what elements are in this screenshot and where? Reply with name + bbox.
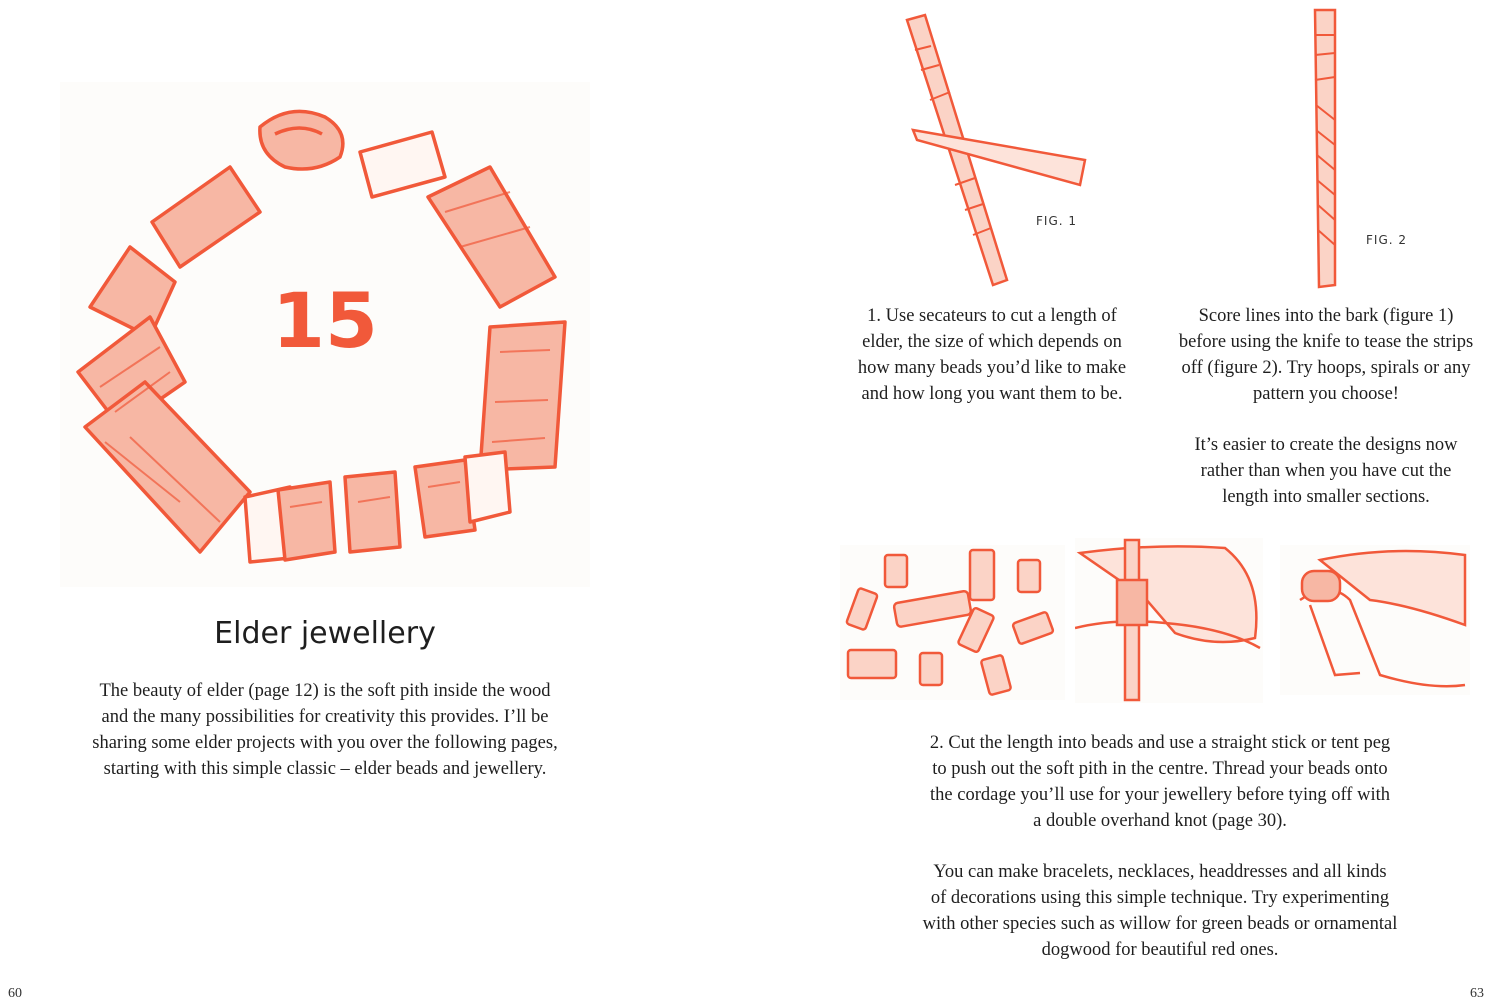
step2-text	[885, 730, 1435, 834]
step1-note2	[1160, 432, 1492, 510]
step2-line: the cordage you’ll use for your jewellery before tying off with	[930, 785, 1390, 805]
page-number-right: 63	[1470, 986, 1484, 1001]
step2-line: to push out the soft pith in the centre. Thread your beads onto	[932, 759, 1388, 779]
step1-line: and how long you want them to be.	[861, 384, 1123, 404]
thread-illustration	[1280, 545, 1470, 695]
push-pith-illustration	[1075, 538, 1263, 703]
intro-paragraph	[55, 678, 595, 782]
page-number-left: 60	[8, 986, 22, 1001]
note-line: You can make bracelets, necklaces, headdresses and all kinds	[933, 862, 1387, 882]
threading-bead-icon	[1280, 545, 1470, 695]
step2-line: a double overhand knot (page 30).	[1033, 811, 1287, 831]
note-line: length into smaller sections.	[1222, 487, 1430, 507]
intro-line: The beauty of elder (page 12) is the soft pith inside the wood	[99, 681, 551, 701]
step1-line: how many beads you’d like to make	[857, 358, 1127, 378]
step1-note	[1160, 303, 1492, 407]
note-line: off (figure 2). Try hoops, spirals or any	[1181, 358, 1471, 378]
intro-line: starting with this simple classic – elder beads and jewellery.	[103, 759, 547, 779]
step1-text	[842, 303, 1142, 407]
note-line: with other species such as willow for green beads or ornamental	[922, 914, 1398, 934]
knife-scoring-stick-icon	[895, 10, 1095, 290]
note-line: Score lines into the bark (figure 1)	[1198, 306, 1454, 326]
note-line: It’s easier to create the designs now	[1194, 435, 1458, 455]
beads-illustration	[840, 545, 1065, 700]
project-number: 15	[272, 276, 378, 365]
fig1-label: FIG. 1	[1036, 214, 1078, 228]
note-line: pattern you choose!	[1253, 384, 1399, 404]
spiral-stick-icon	[1305, 5, 1345, 290]
step2-note	[885, 859, 1435, 963]
intro-line: sharing some elder projects with you over the following pages,	[92, 733, 558, 753]
scattered-beads-icon	[840, 545, 1065, 700]
note-line: of decorations using this simple technique. Try experimenting	[930, 888, 1390, 908]
note-line: dogwood for beautiful red ones.	[1041, 940, 1279, 960]
page-title: Elder jewellery	[214, 616, 436, 651]
intro-line: and the many possibilities for creativity this provides. I’ll be	[101, 707, 549, 727]
step2-line: 2. Cut the length into beads and use a straight stick or tent peg	[929, 733, 1391, 753]
step1-line: 1. Use secateurs to cut a length of	[867, 306, 1117, 326]
note-line: rather than when you have cut the	[1200, 461, 1452, 481]
fig1-illustration	[895, 10, 1095, 290]
step1-line: elder, the size of which depends on	[862, 332, 1122, 352]
push-pith-icon	[1075, 538, 1263, 703]
fig2-label: FIG. 2	[1366, 233, 1408, 247]
note-line: before using the knife to tease the strips	[1178, 332, 1474, 352]
fig2-illustration	[1305, 5, 1345, 290]
